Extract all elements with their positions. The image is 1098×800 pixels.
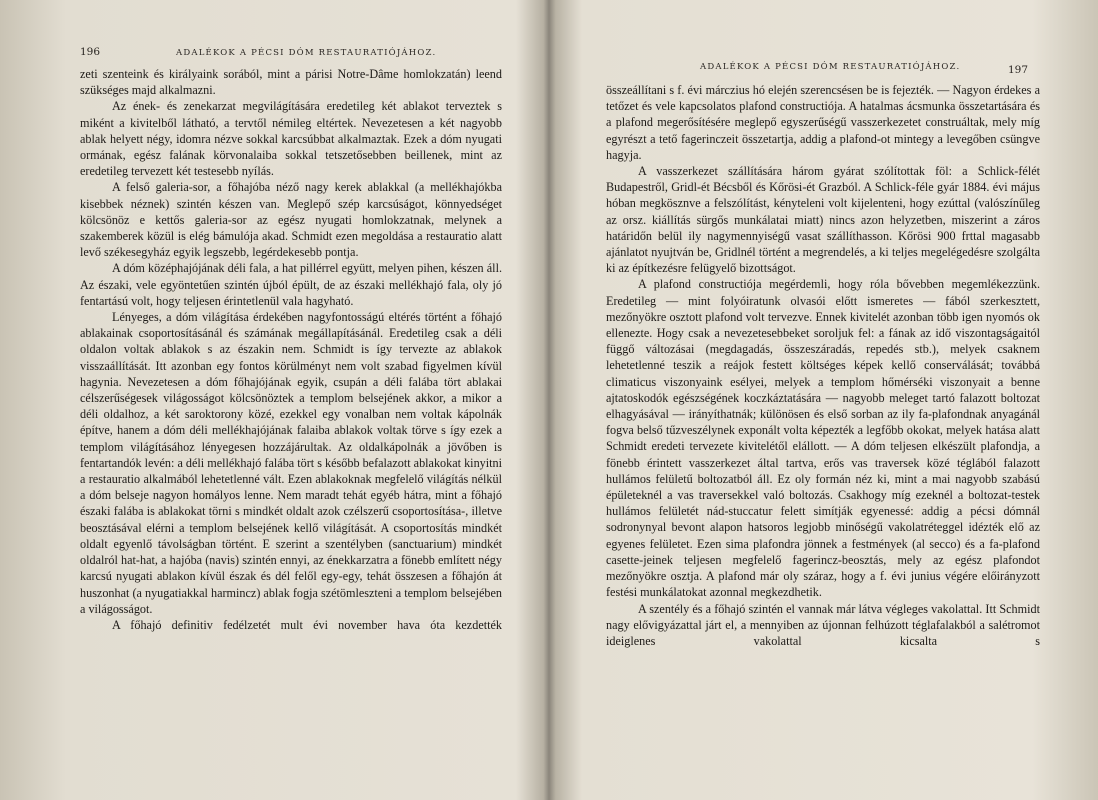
paragraph: A felső galeria-sor, a főhajóba néző nagy kerek ablakkal (a mellékhajókba kisebbek néznek) szintén készen van. Meglepő szép karcsúságot, könnyedséget kölcsönöz e kettős galeria-sor az egész nyugati homlokzatnak, melynek a szakemberek közül is elég bámulója akad. Schmidt ezen megoldása a restauratio alatt levő székesegyház egyik legszebb, legérdekesebb pontja. (80, 180, 502, 260)
running-header: ADALÉKOK A PÉCSI DÓM RESTAURATIÓJÁHOZ. (176, 48, 437, 58)
paragraph: A főhajó definitiv fedélzetét mult évi november hava óta kezdették (112, 617, 502, 632)
left-page (0, 0, 548, 800)
paragraph: A dóm középhajójának déli fala, a hat pillérrel együtt, melyen pihen, készen áll. Az északi, vele egyöntetűen szintén újból épült, de az északi mellékhajó fala, oly jó fentartású volt, hogy teljesen érintetlenül vala hagyható. (80, 261, 502, 308)
page-body (606, 82, 1040, 649)
paragraph: zeti szenteink és királyaink sorából, mint a párisi Notre-Dâme homlokzatán) leend szükséges majd alkalmazni. (80, 67, 502, 98)
paragraph: összeállítani s f. évi márczius hó elején szerencsésen be is fejezték. — Nagyon érdekes a tetőzet és vele kapcsolatos plafond constructiója. A hatalmas ácsmunka összetartására és a plafond megerősítésére meglepő egyszerűségű vasszerkezetet construáltak, mely míg egyrészt a tető fagerinczeit összetartja, addig a plafond-ot mintegy a levegőben csüngve hagyja. (606, 83, 1040, 162)
right-page (552, 0, 1098, 800)
paragraph: Lényeges, a dóm világítása érdekében nagyfontosságú eltérés történt a főhajó ablakainak csoportosításánál és számának megállapításánál. Eredetileg csak a déli oldalon voltak ablakok s az északin nem. Schmidt is így tervezte az ablakok visszaállítását. Itt azonban egy fontos körülményt nem volt szabad figyelmen kívül hagynia. Nevezetesen a dóm főhajójának egyik, csupán a déli falába tört ablakai célszerűségesek világosságot kölcsönöztek a templom belsejének akkor, a mikor a déli oldalhoz, a két saroktorony közé, ezekkel egy vonalban nem voltak kápolnák építve, hanem a dóm déli mellékhajójának falaiba ablakok voltak törve s így ezek a templom világításához lényegesen hozzájárultak. Az oldalkápolnák a jövőben is fentartandók levén: a déli mellékhajó falába tört s később befalazott ablakokat kinyitni a restauratio alkalmából lehetetlenné vált. Ezen ablakoknak megfelelő világítás nélkül a dóm belseje nagyon homályos lenne. Nem maradt tehát egyéb hátra, mint a főhajó északi falába is ablakokat törni s mindkét oldalt azok czélszerű csoportosítása-, illetve beosztásával elérni a templom belsejének kellő világítását. A csoportosítás mindkét oldalt egyenlő távolságban történt. E szerint a szentélyben (sanctuarium) mindkét oldalról hat-hat, a hajóba (navis) szintén ennyi, az énekkarzatra a fönebb említett négy karcsú nyugati ablakon kívül észak és dél felől egy-egy, tehát összesen a főhajón át huszonhat (a nyugatiakkal harmincz) ablak fogja szétömleszteni a templom belsejében a világosságot. (80, 310, 503, 616)
running-header: ADALÉKOK A PÉCSI DÓM RESTAURATIÓJÁHOZ. (700, 62, 961, 72)
paragraph: A plafond constructiója megérdemli, hogy róla bővebben megemlékezzünk. Eredetileg — mint folyóiratunk olvasói előtt ismeretes — fából szerkesztett, mezőnyökre osztott plafond volt tervezve. Ennek kivitelét azonban több igen nyomós ok ellenezte. Hogy csak a nevezetesebbeket soroljuk fel: a fának az idő viszontagságaitól függő változásai (megdagadás, összeszáradás, repedés stb.), melyek csaknem lehetetlenné teszik a reájok festett költséges képek kellő conserválását; továbbá climaticus viszonyaink esélyei, melyek a templom hőmérséki viszonyait a benne ajtatoskodók egészségének koczkáztatására — nagyobb meleget tartó falazott boltozat elhagyásával — irányíthatnák; különösen és első sorban az ily fa-plafondnak anyagánál fogva belső tűzveszélynek exponált volta képezték a legfőbb okokat, melyek hatása alatt Schmidt eredeti tervezete kivitelétől elállott. — A dóm teljesen elkészült plafondja, a fönebb érintett vasszerkezet által tartva, erős vas traversek közé téglából falazott hullámos felületű boltozatból áll. Ez oly formán néz ki, mint a mai nagyobb szabású épületeknél a vas traversekkel való boltozás. Csakhogy míg ezeknél a boltozat-testek hullámos felületét nád-stuccatur felett simítják egyenessé: addig a pécsi dómnál sodronynyal bevont alapon hatsoros legjobb minőségű vakolatréteggel idézték elő az egyenes felületet. Ezen sima plafondra jönnek a festmények (al secco) és a fa-plafond casette-jeinek teljesen megfelelő fagerincz-beosztás, mely az egész plafondot mezőnyökre osztja. A plafond már oly száraz, hogy a f. évi junius végére előirányzott festési munkálatokat azonnal megkezdhetik. (606, 277, 1040, 600)
paragraph: A vasszerkezet szállítására három gyárat szólítottak föl: a Schlick-félét Budapestről, Gridl-ét Bécsből és Kőrösi-ét Grazból. A Schlick-féle gyár 1884. évi május hóban megkösznve a felszólítást, kényteleni volt kijelenteni, hogy ezúttal (valószínűleg az orsz. kiállítás sürgős munkálatai miatt) nincs azon helyzetben, miszerint a záros határidőn belül ily nagymennyiségű vasat szállíthasson. Kőrösi 900 frttal magasabb ajánlatot nyujtván be, Gridlnél történt a megrendelés, a ki teljes megelégedésre szolgálta ki az építkezésre felügyelő bizottságot. (606, 164, 1040, 276)
paragraph: A szentély és a főhajó szintén el vannak már látva végleges vakolattal. Itt Schmidt nagy elővigyázattal járt el, a mennyiben az újonnan felhúzott téglafalakból a salétromot ideiglenes vakolattal kicsalta s (606, 601, 1040, 648)
page-number: 197 (1008, 64, 1029, 76)
paragraph: Az ének- és zenekarzat megvilágítására eredetileg két ablakot terveztek s miként a kivitelből látható, a tervtől némileg eltértek. Nevezetesen a két nagyobb ablak helyett négy, idomra nézve sokkal karcsúbbat alkalmaztak. Ezek a dóm nyugati ormának, egész falának körvonalaiba sokkal tetszetősebben beillenek, mint az eredetileg tervezett két testesebb nyílás. (80, 99, 502, 179)
page-body (80, 66, 502, 633)
page-number: 196 (80, 46, 101, 58)
